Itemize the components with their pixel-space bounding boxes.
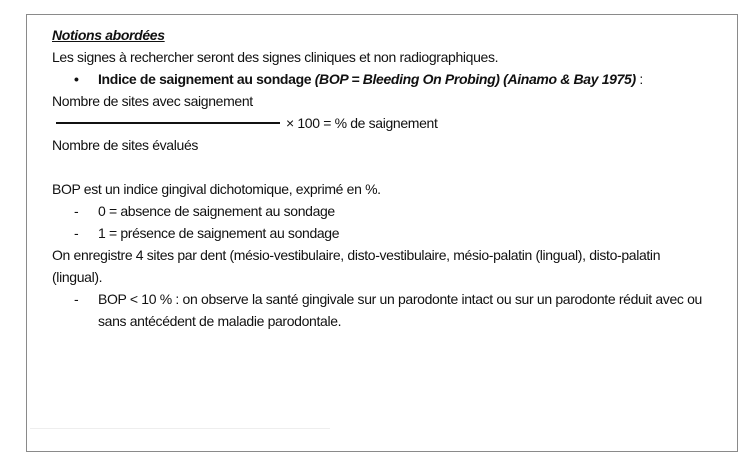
score-text: 1 = présence de saignement au sondage <box>98 225 340 241</box>
fraction-bar <box>56 122 280 124</box>
score-item-1 <box>52 222 712 244</box>
intro-text: Les signes à rechercher seront des signes cliniques et non radiographiques. <box>52 49 499 65</box>
dash-marker: - <box>74 291 79 307</box>
document-content <box>52 24 712 332</box>
score-item-0 <box>52 200 712 222</box>
dash-marker: - <box>74 225 79 241</box>
formula-fraction <box>52 112 712 134</box>
bullet-item-bop <box>52 68 712 90</box>
formula-suffix: × 100 = % de saignement <box>286 115 438 131</box>
paragraph-spacer <box>52 156 712 178</box>
formula-numerator: Nombre de sites avec saignement <box>52 93 253 109</box>
faint-divider <box>30 428 330 429</box>
bullet-icon: • <box>74 71 79 87</box>
bullet-italic-text: (BOP = Bleeding On Probing) (Ainamo & Bay 1975) <box>314 71 636 87</box>
score-text: 0 = absence de saignement au sondage <box>98 203 335 219</box>
dash-marker: - <box>74 203 79 219</box>
section-heading: Notions abordées <box>52 27 165 43</box>
threshold-text: BOP < 10 % : on observe la santé gingivale sur un parodonte intact ou sur un parodonte réduit avec ou sans antécédent de maladie parodontale. <box>98 291 702 329</box>
formula-denominator: Nombre de sites évalués <box>52 137 199 153</box>
sites-text: On enregistre 4 sites par dent (mésio-vestibulaire, disto-vestibulaire, mésio-palatin (lingual), disto-palatin (lingual). <box>52 247 661 285</box>
threshold-item <box>52 288 712 332</box>
definition-text: BOP est un indice gingival dichotomique, exprimé en %. <box>52 181 381 197</box>
bullet-trailing-text: : <box>635 71 643 87</box>
bullet-bold-text: Indice de saignement au sondage <box>98 71 315 87</box>
